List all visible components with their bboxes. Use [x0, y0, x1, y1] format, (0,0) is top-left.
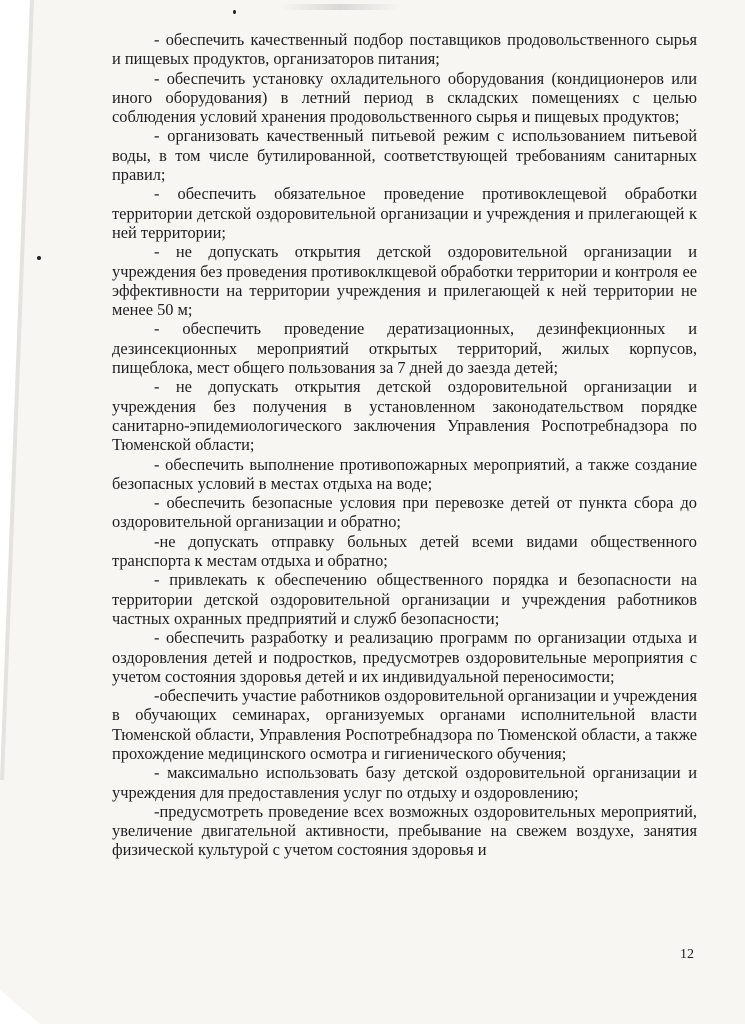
paragraph: - привлекать к обеспечению общественного порядка и безопасности на территории детской оздоровительной организации и учреждения работников частных охранных предприятий и служб безопасности; — [112, 570, 697, 628]
paragraph: - обеспечить разработку и реализацию программ по организации отдыха и оздоровления детей и подростков, предусмотрев оздоровительные мероприятия с учетом состояния здоровья детей и их индивидуальной переносимости; — [112, 628, 697, 686]
scan-speck — [37, 256, 41, 260]
paragraph: - обеспечить выполнение противопожарных мероприятий, а также создание безопасных условий в местах отдыха на воде; — [112, 454, 697, 493]
paragraph: -обеспечить участие работников оздоровительной организации и учреждения в обучающих семинарах, организуемых органами исполнительной власти Тюменской области, Управления Роспотребнадзора по Тюменской области, а также прохождение медицинского осмотра и гигиенического обучения; — [112, 686, 697, 763]
paragraph: - обеспечить установку охладительного оборудования (кондиционеров или иного оборудования) в летний период в складских помещениях с целью соблюдения условий хранения продовольственного сырья и пищевых продуктов; — [112, 68, 697, 127]
paragraph: - обеспечить проведение дератизационных, дезинфекционных и дезинсекционных мероприятий открытых территорий, жилых корпусов, пищеблока, мест общего пользования за 7 дней до заезда детей; — [112, 319, 697, 378]
paragraph: -предусмотреть проведение всех возможных оздоровительных мероприятий, увеличение двигательной активности, пребывание на свежем воздухе, занятия физической культурой с учетом состояния здоровья и — [112, 801, 697, 860]
scan-artifact — [280, 4, 400, 10]
paragraph: -не допускать отправку больных детей всеми видами общественного транспорта к местам отдыха и обратно; — [112, 531, 697, 571]
paragraph: - обеспечить обязательное проведение противоклещевой обработки территории детской оздоровительной организации и учреждения и прилегающей к ней территории; — [112, 184, 697, 242]
paragraph: - организовать качественный питьевой режим с использованием питьевой воды, в том числе бутилированной, соответствующей требованиям санитарных правил; — [112, 126, 697, 185]
paragraph: - максимально использовать базу детской оздоровительной организации и учреждения для предоставления услуг по отдыху и оздоровлению; — [112, 763, 697, 802]
document-body — [112, 30, 697, 860]
page-number: 12 — [680, 947, 694, 962]
paragraph: - обеспечить качественный подбор поставщиков продовольственного сырья и пищевых продуктов, организаторов питания; — [112, 30, 697, 69]
scan-speck — [233, 10, 236, 14]
paragraph: - не допускать открытия детской оздоровительной организации и учреждения без получения в установленном законодательством порядке санитарно-эпидемиологического заключения Управления Роспотребнадзора по Тюменской области; — [112, 377, 697, 455]
paragraph: - не допускать открытия детской оздоровительной организации и учреждения без проведения противоклкщевой обработки территории и контроля ее эффективности на территории учреждения и прилегающей к ней территории не менее 50 м; — [112, 242, 697, 320]
paragraph: - обеспечить безопасные условия при перевозке детей от пункта сбора до оздоровительной организации и обратно; — [112, 493, 697, 532]
